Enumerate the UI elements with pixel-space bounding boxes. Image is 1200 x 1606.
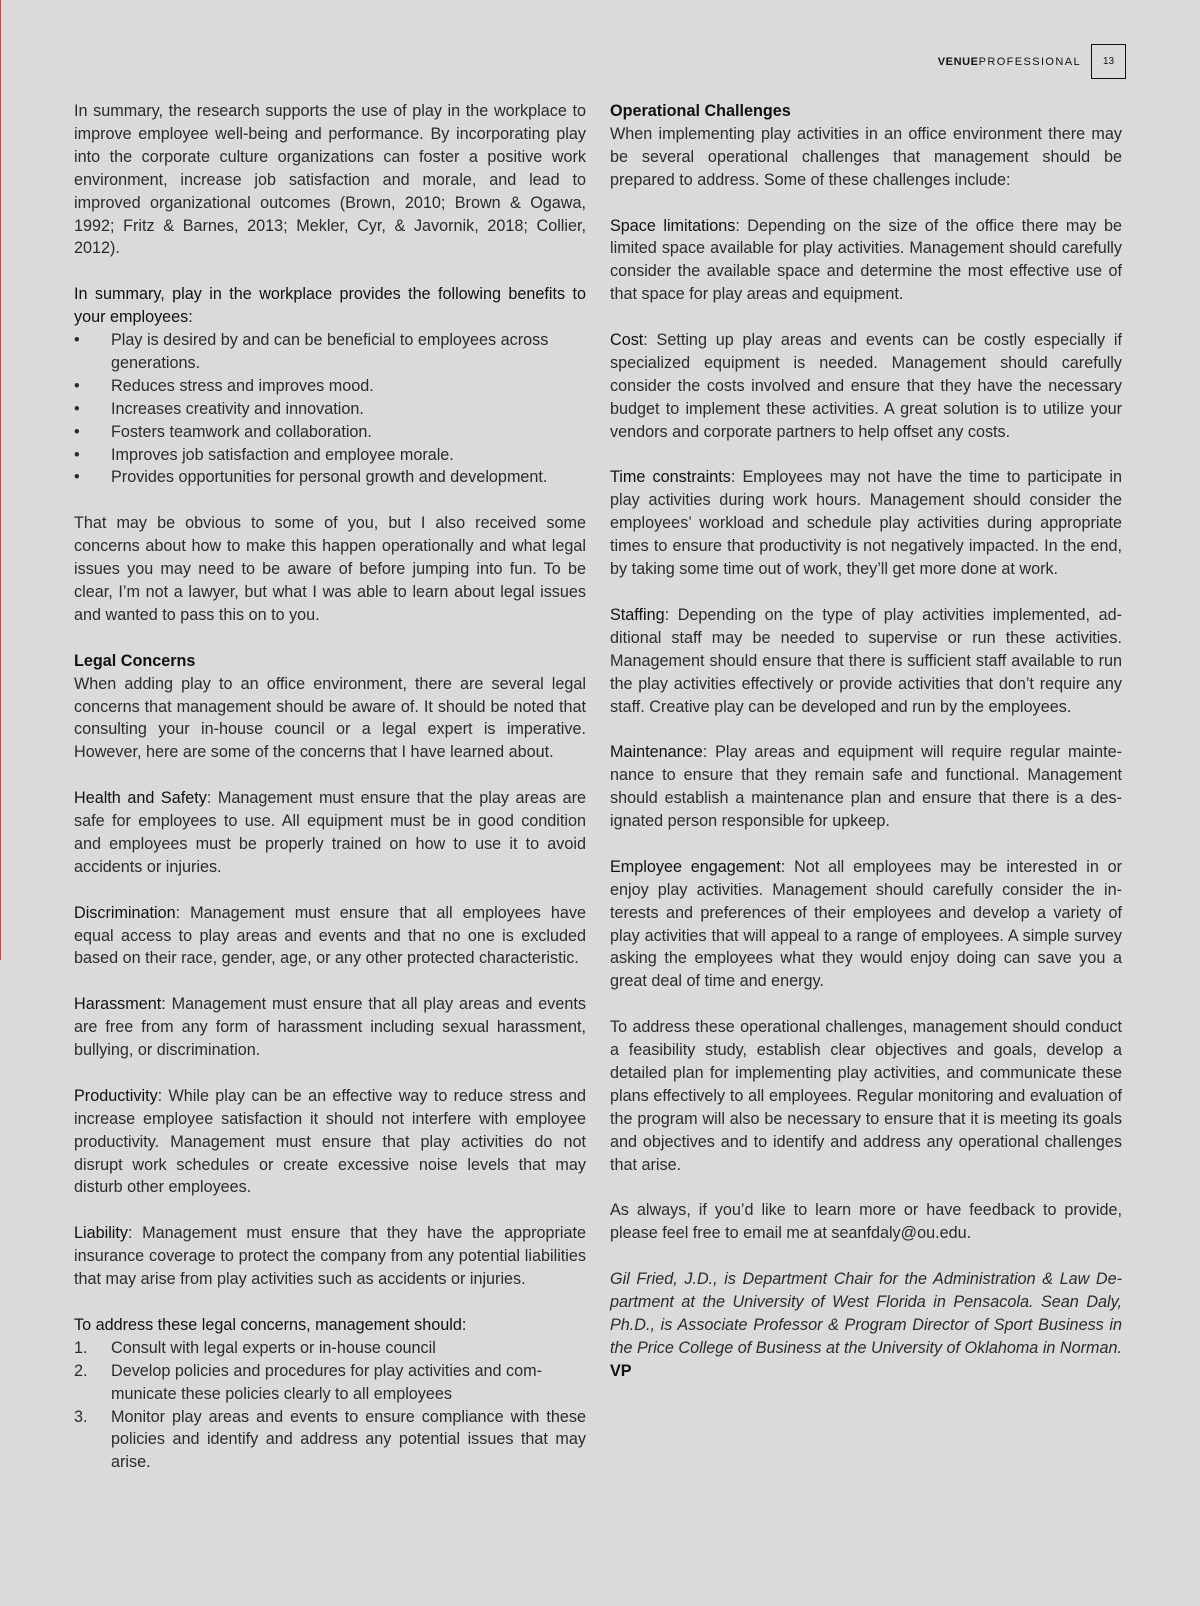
ops-heading: Operational Challenges — [610, 102, 791, 120]
legal-heading: Legal Concerns — [74, 651, 196, 670]
benefits-list — [74, 329, 586, 489]
brand-light: PROFESSIONAL — [978, 55, 1081, 68]
address-legal-heading: To address these legal concerns, management should: — [74, 1315, 467, 1334]
list-item: 1. Consult with legal experts or in-house council — [74, 1338, 436, 1357]
legal-item-liability: Liability: Management must ensure that they have the appropriate insurance coverage to protect the company from any potential liabilities that may arise from play activities such as accidents or injuries. — [74, 1224, 586, 1289]
author-bio: Gil Fried, J.D., is Department Chair for the Administration & Law Department at the University of West Florida in Pensacola. Sean Daly, Ph.D., is Associate Professor & Program Director of Sport Business in the Price College of Business at the University of Oklahoma in Norman. VP — [610, 1270, 1122, 1380]
ops-item-staffing: Staffing: Depending on the type of play activities implemented, additional staff may be needed to supervise or run these activities. Management should ensure that there is sufficient staff available to run the play activities effectively or provide activities that don’t require any staff. Creative play can be developed and run by the employees. — [610, 605, 1122, 716]
intro-paragraph: In summary, the research supports the use of play in the workplace to improve employee well-being and performance. By incorporating play into the corporate culture organizations can foster a positive work environment, increase job satisfaction and morale, and lead to improved organizational outcomes (Brown, 2010; Brown & Ogawa, 1992; Fritz & Barnes, 2013; Mekler, Cyr, & Javornik, 2018; Collier, 2012). — [74, 102, 586, 258]
right-column — [610, 100, 1122, 1406]
list-item: • Fosters teamwork and collaboration. — [74, 422, 372, 441]
ops-item-time: Time constraints: Employees may not have the time to participate in play activities during work hours. Management should consider the employees’ workload and schedule play activities during appropriate times to ensure that productivity is not negatively impacted. In the end, by taking some time out of work, they’ll get more done at work. — [610, 468, 1122, 579]
list-item: 3. Monitor play areas and events to ensure compliance with these policies and identify and address any potential issues that may arise. — [74, 1407, 586, 1472]
legal-item-harassment: Harassment: Management must ensure that all play areas and events are free from any form of harassment including sexual harassment, bullying, or discrimination. — [74, 995, 586, 1060]
magazine-brand — [938, 56, 1081, 68]
obvious-paragraph: That may be obvious to some of you, but I also received some concerns about how to make this happen operationally and what legal issues you may need to be aware of before jumping into fun. To be clear, I’m not a lawyer, but what I was able to learn about legal issues and wanted to pass this on to you. — [74, 514, 586, 624]
ops-section — [610, 100, 1122, 192]
list-item: • Reduces stress and improves mood. — [74, 376, 374, 395]
page-edge-accent — [0, 0, 1, 960]
list-item: • Improves job satisfaction and employee morale. — [74, 445, 454, 464]
page-header — [938, 44, 1126, 79]
list-item: • Provides opportunities for personal growth and development. — [74, 468, 548, 487]
legal-item-discrimination: Discrimination: Management must ensure that all employees have equal access to play areas and events and that no one is excluded based on their race, gender, age, or any other protected characteristic. — [74, 903, 586, 968]
list-item: • Increases creativity and innovation. — [74, 399, 364, 418]
legal-intro: When adding play to an office environment, there are several legal concerns that management should be aware of. It should be noted that consulting your in-house council or a legal expert is imperative. However, here are some of the concerns that I have learned about. — [74, 674, 586, 762]
ops-item-cost: Cost: Setting up play areas and events can be costly especially if specialized equipment is needed. Management should carefully consider the costs involved and ensure that they have the necessary budget to implement these activities. A great solution is to utilize your vendors and corporate partners to help offset any costs. — [610, 331, 1122, 441]
page-number: 13 — [1091, 44, 1126, 79]
vp-signoff: VP — [610, 1361, 632, 1380]
ops-address-paragraph: To address these operational challenges, management should conduct a feasibility study, establish clear objectives and goals, develop a detailed plan for implementing play activities, and communicate these plans effectively to all employees. Regular monitoring and evaluation of the program will also be necessary to ensure that it is meeting its goals and objectives and to identify and address any operational challenges that arise. — [610, 1018, 1122, 1174]
list-item: 2. Develop policies and procedures for play activities and communicate these policies clearly to all employees — [74, 1361, 542, 1403]
ops-intro: When implementing play activities in an office environment there may be several operational challenges that management should be prepared to address. Some of these challenges include: — [610, 124, 1122, 189]
left-column — [74, 100, 586, 1497]
list-item: • Play is desired by and can be beneficial to employees across generations. — [74, 331, 549, 372]
legal-section — [74, 650, 586, 765]
legal-item-productivity: Productivity: While play can be an effective way to reduce stress and increase employee satisfaction it should not interfere with employee productivity. Management must ensure that play activities do not disrupt work schedules or create excessive noise levels that may disturb other employees. — [74, 1086, 586, 1197]
ops-item-engagement: Employee engagement: Not all employees may be interested in or enjoy play activities. Management should carefully consider the interests and preferences of their employees and develop a variety of play activities that will appeal to a range of employees. A simple survey asking the employees what they would enjoy doing can save you a great deal of time and energy. — [610, 857, 1123, 991]
ops-item-space: Space limitations: Depending on the size of the office there may be limited space available for play activities. Management should carefully consider the available space and determine the most effective use of that space for play areas and equipment. — [610, 216, 1122, 304]
benefits-heading: In summary, play in the workplace provides the following benefits to your employees: — [74, 285, 586, 327]
ops-item-maintenance: Maintenance: Play areas and equipment will require regular maintenance to ensure that they remain safe and functional. Management should establish a maintenance plan and ensure that there is a designated person responsible for upkeep. — [610, 743, 1122, 831]
brand-bold: VENUE — [937, 55, 979, 68]
legal-item-health: Health and Safety: Management must ensure that the play areas are safe for employees to use. All equipment must be in good condition and employees must be properly trained on how to use it to avoid accidents or injuries. — [74, 789, 587, 876]
legal-steps-list — [74, 1337, 586, 1474]
closing-paragraph: As always, if you’d like to learn more or have feedback to provide, please feel free to email me at seanfdaly@ou.edu. — [610, 1201, 1122, 1243]
